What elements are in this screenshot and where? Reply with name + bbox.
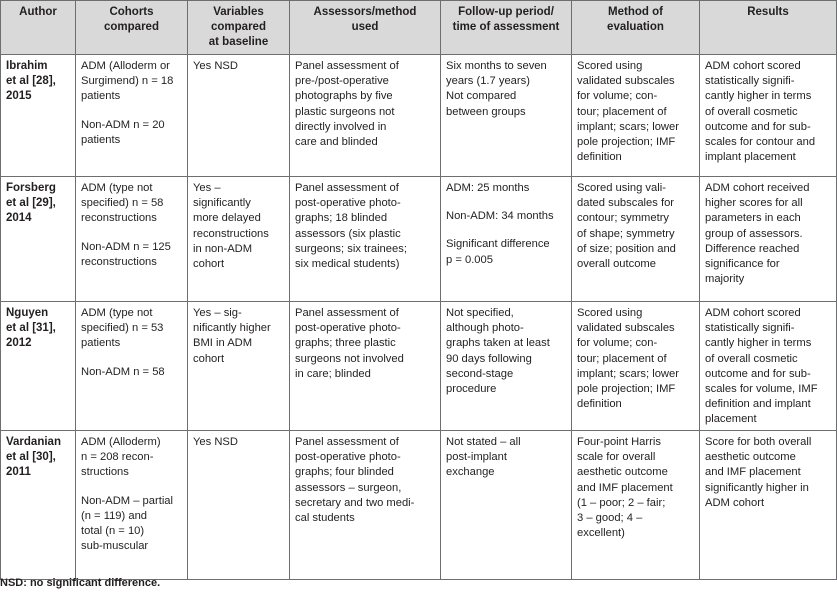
cohorts-paragraph: ADM (type not specified) n = 58 reconstructions bbox=[81, 182, 164, 225]
cell-cohorts bbox=[76, 177, 188, 302]
cell-baseline bbox=[188, 177, 290, 302]
cell-baseline bbox=[188, 302, 290, 431]
cell-author bbox=[1, 302, 76, 431]
cell-followup bbox=[441, 177, 572, 302]
followup-paragraph: ADM: 25 months bbox=[446, 182, 530, 194]
cell-baseline bbox=[188, 431, 290, 580]
assessors-paragraph: Panel assessment of post-operative photo- graphs; 18 blinded assessors (six plastic surgeons; six trainees; six medical students) bbox=[295, 182, 407, 271]
followup-paragraph: Significant difference p = 0.005 bbox=[446, 238, 550, 266]
assessors-paragraph: Panel assessment of post-operative photo- graphs; three plastic surgeons not involved in care; blinded bbox=[295, 307, 404, 380]
cell-results bbox=[700, 177, 837, 302]
cell-cohorts bbox=[76, 431, 188, 580]
evaluation-paragraph: Scored using validated subscales for volume; con- tour; placement of implant; scars; lower pole projection; IMF definition bbox=[577, 307, 679, 411]
cell-evaluation bbox=[572, 302, 700, 431]
evaluation-paragraph: Scored using validated subscales for volume; con- tour; placement of implant; scars; lower pole projection; IMF definition bbox=[577, 60, 679, 164]
followup-paragraph: Not specified, although photo- graphs taken at least 90 days following second-stage procedure bbox=[446, 307, 550, 396]
cell-results bbox=[700, 431, 837, 580]
cell-cohorts bbox=[76, 55, 188, 177]
results-paragraph: Score for both overall aesthetic outcome and IMF placement significantly higher in ADM cohort bbox=[705, 436, 812, 509]
author-text: Vardanian et al [30], 2011 bbox=[6, 436, 61, 479]
cell-evaluation bbox=[572, 177, 700, 302]
header-author: Author bbox=[1, 1, 76, 55]
cell-assessors bbox=[290, 302, 441, 431]
followup-paragraph: Not stated – all post-implant exchange bbox=[446, 436, 521, 479]
cohorts-paragraph: Non-ADM n = 125 reconstructions bbox=[81, 240, 171, 268]
cell-author bbox=[1, 55, 76, 177]
cell-author bbox=[1, 177, 76, 302]
table-row bbox=[1, 55, 837, 177]
table-row bbox=[1, 302, 837, 431]
cell-followup bbox=[441, 431, 572, 580]
baseline-paragraph: Yes NSD bbox=[193, 60, 238, 72]
cohorts-paragraph: ADM (Alloderm or Surgimend) n = 18 patients bbox=[81, 60, 174, 103]
header-cohorts: Cohorts compared bbox=[76, 1, 188, 55]
cohorts-paragraph: Non-ADM – partial (n = 119) and total (n = 10) sub-muscular bbox=[81, 494, 174, 553]
cell-author bbox=[1, 431, 76, 580]
cell-assessors bbox=[290, 177, 441, 302]
results-paragraph: ADM cohort scored statistically signifi- cantly higher in terms of overall cosmetic outcome and for sub- scales for volume, IMF definition and implant placement bbox=[705, 307, 818, 426]
footnote: NSD: no significant difference. bbox=[0, 577, 161, 589]
cell-cohorts bbox=[76, 302, 188, 431]
cell-results bbox=[700, 55, 837, 177]
cell-results bbox=[700, 302, 837, 431]
cell-evaluation bbox=[572, 55, 700, 177]
author-text: Nguyen et al [31], 2012 bbox=[6, 307, 56, 350]
cohorts-paragraph: Non-ADM n = 58 bbox=[81, 365, 165, 378]
cell-assessors bbox=[290, 55, 441, 177]
header-row bbox=[1, 1, 837, 55]
cell-assessors bbox=[290, 431, 441, 580]
baseline-paragraph: Yes – significantly more delayed reconstructions in non-ADM cohort bbox=[193, 182, 269, 271]
author-text: Ibrahim et al [28], 2015 bbox=[6, 60, 56, 103]
header-followup: Follow-up period/ time of assessment bbox=[441, 1, 572, 55]
baseline-paragraph: Yes NSD bbox=[193, 436, 238, 448]
author-text: Forsberg et al [29], 2014 bbox=[6, 182, 56, 225]
table-body bbox=[1, 55, 837, 580]
followup-paragraph: Non-ADM: 34 months bbox=[446, 210, 554, 223]
followup-paragraph: Six months to seven years (1.7 years) Not compared between groups bbox=[446, 60, 547, 118]
header-assessors: Assessors/method used bbox=[290, 1, 441, 55]
cell-followup bbox=[441, 302, 572, 431]
cell-evaluation bbox=[572, 431, 700, 580]
cohorts-paragraph: Non-ADM n = 20 patients bbox=[81, 118, 165, 146]
table-row bbox=[1, 177, 837, 302]
assessors-paragraph: Panel assessment of post-operative photo- graphs; four blinded assessors – surgeon, secretary and two medi- cal students bbox=[295, 436, 415, 525]
cohorts-paragraph: ADM (Alloderm) n = 208 recon- structions bbox=[81, 436, 161, 479]
header-baseline: Variables compared at baseline bbox=[188, 1, 290, 55]
evaluation-paragraph: Four-point Harris scale for overall aesthetic outcome and IMF placement (1 – poor; 2 – fair; 3 – good; 4 – excellent) bbox=[577, 436, 673, 540]
baseline-paragraph: Yes – sig- nificantly higher BMI in ADM cohort bbox=[193, 307, 271, 365]
cohorts-paragraph: ADM (type not specified) n = 53 patients bbox=[81, 307, 164, 350]
table-row bbox=[1, 431, 837, 580]
results-paragraph: ADM cohort received higher scores for all parameters in each group of assessors. Difference reached significance for majority bbox=[705, 182, 810, 286]
results-paragraph: ADM cohort scored statistically signifi- cantly higher in terms of overall cosmetic outcome and for sub- scales for contour and implant placement bbox=[705, 60, 816, 164]
header-results: Results bbox=[700, 1, 837, 55]
header-evaluation: Method of evaluation bbox=[572, 1, 700, 55]
cell-baseline bbox=[188, 55, 290, 177]
assessors-paragraph: Panel assessment of pre-/post-operative photographs by five plastic surgeons not directly involved in care and blinded bbox=[295, 60, 399, 149]
evaluation-paragraph: Scored using vali- dated subscales for contour; symmetry of shape; symmetry of size; position and overall outcome bbox=[577, 182, 676, 271]
cell-followup bbox=[441, 55, 572, 177]
